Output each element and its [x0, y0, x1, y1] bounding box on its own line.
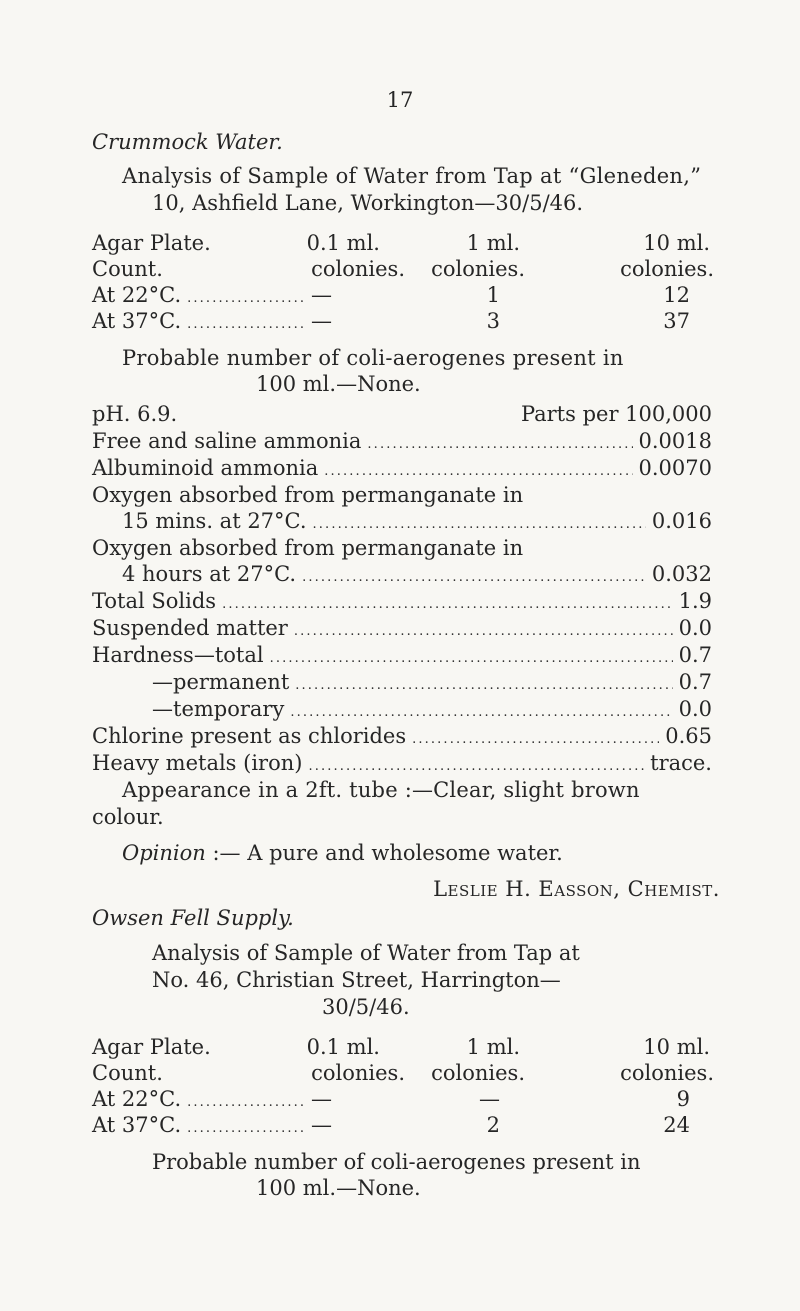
sample-intro-line1: Analysis of Sample of Water from Tap at	[152, 941, 580, 965]
table-row	[92, 1113, 332, 1137]
table-header-col: colonies.	[431, 1061, 525, 1085]
list-item	[92, 429, 712, 453]
list-item	[92, 456, 712, 480]
table-header-col: 0.1 ml.	[306, 1035, 380, 1059]
list-item	[92, 724, 712, 748]
item-value: 0.65	[665, 724, 712, 748]
item-value: 0.0	[678, 697, 712, 721]
list-item	[122, 509, 712, 533]
item-label: Hardness—total	[92, 643, 264, 667]
item-label-line1: Oxygen absorbed from permanganate in	[92, 483, 524, 507]
section-title-crummock: Crummock Water.	[92, 130, 283, 154]
item-value: trace.	[650, 751, 712, 775]
opinion-text: :— A pure and wholesome water.	[212, 841, 563, 865]
table-header-col: 1 ml.	[466, 1035, 520, 1059]
coli-note-line1: Probable number of coli-aerogenes present in	[152, 1150, 641, 1174]
list-item	[92, 751, 712, 775]
table-header-col: 0.1 ml.	[306, 231, 380, 255]
item-value: 0.032	[651, 562, 712, 586]
item-label: Heavy metals (iron)	[92, 751, 303, 775]
page-number: 17	[386, 88, 414, 112]
coli-note-line2: 100 ml.—None.	[256, 1176, 421, 1200]
item-value: 0.0	[678, 616, 712, 640]
item-label: Albuminoid ammonia	[92, 456, 319, 480]
item-value: 0.7	[678, 670, 712, 694]
opinion-label: Opinion	[122, 841, 206, 865]
list-item	[152, 670, 712, 694]
cell-value: 2	[486, 1113, 500, 1137]
item-value: 0.0070	[638, 456, 712, 480]
sample-intro-line2: 10, Ashfield Lane, Workington—30/5/46.	[152, 191, 584, 215]
sample-intro-line1: Analysis of Sample of Water from Tap at “Gleneden,”	[122, 164, 702, 188]
ph-value: pH. 6.9.	[92, 402, 178, 426]
row-label: At 22°C.	[92, 283, 182, 307]
cell-value: —	[311, 1113, 332, 1137]
table-header-col: 1 ml.	[466, 231, 520, 255]
list-item	[152, 697, 712, 721]
list-item	[92, 616, 712, 640]
cell-value: 12	[663, 283, 690, 307]
item-value: 0.7	[678, 643, 712, 667]
item-label: —permanent	[152, 670, 290, 694]
item-value: 1.9	[678, 589, 712, 613]
cell-value: —	[311, 1087, 332, 1111]
table-header-col: 10 ml.	[643, 231, 710, 255]
item-label: —temporary	[152, 697, 285, 721]
cell-value: —	[479, 1087, 500, 1111]
signature: Leslie H. Easson, Chemist.	[433, 877, 720, 901]
row-label: At 37°C.	[92, 1113, 182, 1137]
table-header-col: colonies.	[620, 1061, 714, 1085]
parts-header: Parts per 100,000	[520, 402, 712, 426]
table-header-label: Count.	[92, 1061, 163, 1085]
section-title-owsen-fell: Owsen Fell Supply.	[92, 906, 294, 930]
item-label: 4 hours at 27°C.	[122, 562, 297, 586]
table-header-col: colonies.	[620, 257, 714, 281]
cell-value: 1	[486, 283, 500, 307]
table-header-col: colonies.	[311, 1061, 405, 1085]
item-label: Free and saline ammonia	[92, 429, 362, 453]
cell-value: 3	[486, 309, 500, 333]
sample-intro-line2: No. 46, Christian Street, Harrington—	[152, 968, 561, 992]
cell-value: —	[311, 283, 332, 307]
list-item	[92, 589, 712, 613]
item-value: 0.016	[651, 509, 712, 533]
cell-value: —	[311, 309, 332, 333]
table-header-col: colonies.	[311, 257, 405, 281]
table-row	[92, 309, 332, 333]
list-item	[92, 643, 712, 667]
list-item	[122, 562, 712, 586]
sample-intro-line3: 30/5/46.	[322, 995, 410, 1019]
cell-value: 9	[676, 1087, 690, 1111]
table-header-label: Agar Plate.	[92, 1035, 211, 1059]
item-label: Suspended matter	[92, 616, 288, 640]
table-row	[92, 1087, 332, 1111]
table-header-col: colonies.	[431, 257, 525, 281]
item-label: Total Solids	[92, 589, 217, 613]
table-header-label: Count.	[92, 257, 163, 281]
coli-note-line1: Probable number of coli-aerogenes present in	[122, 346, 624, 370]
table-row	[92, 283, 332, 307]
row-label: At 22°C.	[92, 1087, 182, 1111]
item-label: 15 mins. at 27°C.	[122, 509, 307, 533]
item-label-line1: Oxygen absorbed from permanganate in	[92, 536, 524, 560]
cell-value: 37	[663, 309, 690, 333]
appearance-line1: Appearance in a 2ft. tube :—Clear, slight brown	[122, 778, 640, 802]
table-header-label: Agar Plate.	[92, 231, 211, 255]
cell-value: 24	[663, 1113, 690, 1137]
table-header-col: 10 ml.	[643, 1035, 710, 1059]
coli-note-line2: 100 ml.—None.	[256, 372, 421, 396]
row-label: At 37°C.	[92, 309, 182, 333]
appearance-line2: colour.	[92, 805, 164, 829]
opinion	[122, 841, 563, 865]
item-label: Chlorine present as chlorides	[92, 724, 407, 748]
item-value: 0.0018	[638, 429, 712, 453]
